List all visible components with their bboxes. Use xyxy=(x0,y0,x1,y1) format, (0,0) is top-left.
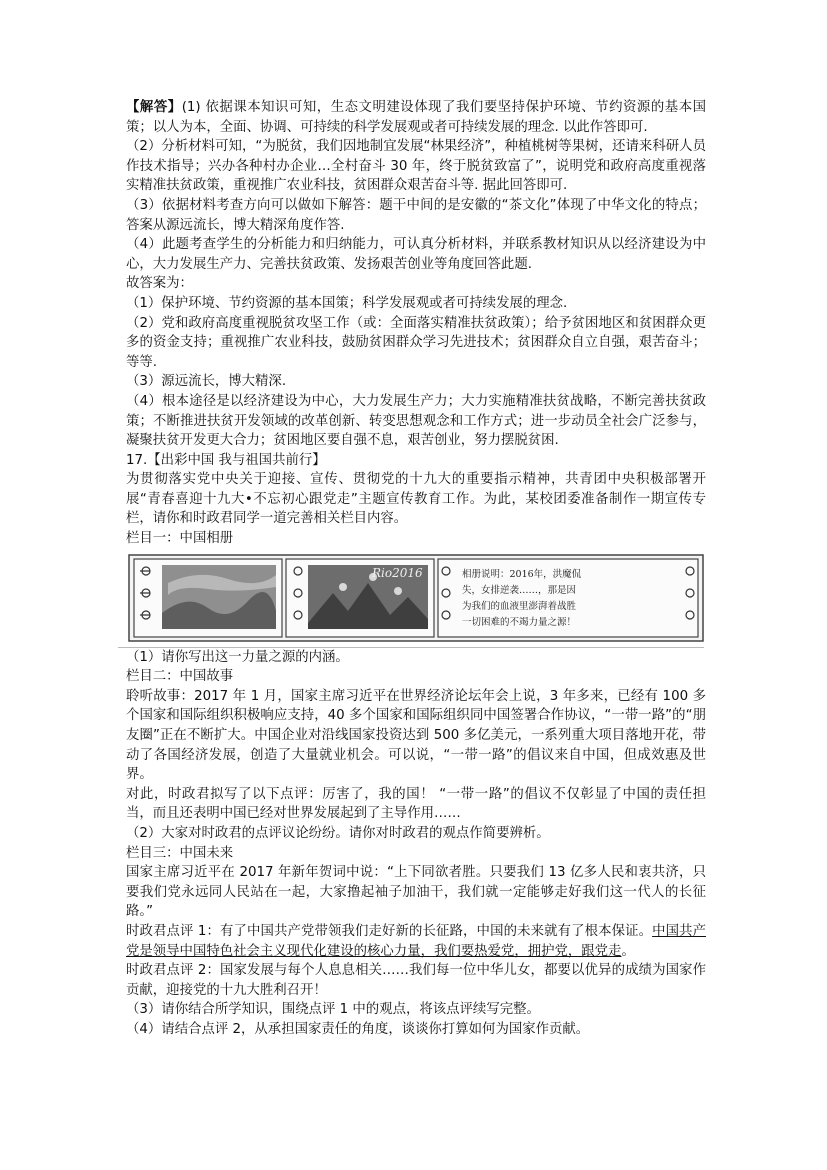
answer-paragraph-1: 【解答】(1) 依据课本知识可知，生态文明建设体现了我们要坚持保护环境、节约资源的基本国策；以人为本，全面、协调、可持续的科学发展观或者可持续发展的理念. 以此作答即可. xyxy=(126,100,706,135)
answer-label: 【解答】 xyxy=(126,100,182,115)
review-2: 时政君点评 2：国家发展与每个人息息相关……我们每一位中华儿女，都要以优异的成绩为国家作贡献，迎接党的十九大胜利召开！ xyxy=(126,963,706,998)
final-answer-3: （3）源远流长，博大精深. xyxy=(126,374,287,390)
answer-paragraph-4: （4）此题考查学生的分析能力和归纳能力，可认真分析材料，并联系教材知识从以经济建设为中心，大力发展生产力、完善扶贫政策、发扬艰苦创业等角度回答此题. xyxy=(126,237,706,272)
question-4: （4）请结合点评 2，从承担国家责任的角度，谈谈你打算如何为国家作贡献。 xyxy=(126,1021,590,1037)
final-answer-4: （4）根本途径是以经济建设为中心，大力发展生产力；大力实施精准扶贫战略，不断完善扶贫政策；不断推进扶贫开发领域的改革创新、转变思想观念和工作方式；进一步动员全社会广泛参与，凝聚扶贫开发更大合力；贫困地区要自强不息，艰苦创业，努力摆脱贫困. xyxy=(126,393,706,449)
comment-paragraph: 对此，时政君拟写了以下点评：厉害了，我的国！ “一带一路”的倡议不仅彰显了中国的责任担当，而且还表明中国已经对世界发展起到了主导作用…… xyxy=(126,786,706,822)
question-3: （3）请你结合所学知识，围绕点评 1 中的观点，将该点评续写完整。 xyxy=(126,1002,540,1018)
review-1: 时政君点评 1：有了中国共产党带领我们走好新的长征路，中国的未来就有了根本保证。中国共产党是领导中国特色社会主义现代化建设的核心力量，我们要热爱党，拥护党，跟党走。 xyxy=(126,923,706,959)
column-2-title: 栏目二：中国故事 xyxy=(126,669,234,685)
final-answer-1: （1）保护环境、节约资源的基本国策；科学发展观或者可持续发展的理念. xyxy=(126,295,568,311)
answer-paragraph-3: （3）依据材料考查方向可以做如下解答：题干中间的是安徽的“茶文化”体现了中华文化的特点；答案从源远流长，博大精深角度作答. xyxy=(126,197,706,233)
question-2: （2）大家对时政君的点评议论纷纷。请你对时政君的观点作简要辨析。 xyxy=(126,826,550,841)
album-caption-line-1: 相册说明：2016年，洪魔侃 xyxy=(462,568,582,580)
question-17-title: 17.【出彩中国 我与祖国共前行】 xyxy=(126,452,326,468)
column-3-title: 栏目三：中国未来 xyxy=(126,845,234,861)
question-17-intro: 为贯彻落实党中央关于迎接、宣传、贯彻党的十九大的重要指示精神，共青团中央积极部署开展“青春喜迎十九大•不忘初心跟党走”主题宣传教育工作。为此，某校团委准备制作一期宣传专栏，请你和时政君同学一道完善相关栏目内容。 xyxy=(126,472,706,527)
album-strip-image xyxy=(128,553,704,645)
album-caption-line-2: 失，女排逆袭……，那是因 xyxy=(462,584,577,596)
review-1-answer: 中国共产党是领导中国特色社会主义现代化建设的核心力量，我们要热爱党，拥护党，跟党走 xyxy=(126,923,706,959)
album-caption-line-3: 为我们的血液里澎湃着战胜 xyxy=(462,600,577,612)
story-paragraph: 聆听故事：2017 年 1 月，国家主席习近平在世界经济论坛年会上说，3 年多来，已经有 100 多个国家和国际组织积极响应支持，40 多个国家和国际组织同中国签署合作协议，“一带一路”的“朋友圈”正在不断扩大。中国企业对沿线国家投资达到 500 多亿美元，一系列重大项目落地开花，带动了各国经济发展，创造了大量就业机会。可以说，“一带一路”的倡议来自中国，但成效惠及世界。 xyxy=(126,688,706,783)
future-paragraph: 国家主席习近平在 2017 年新年贺词中说：“上下同欲者胜。只要我们 13 亿多人民和衷共济，只要我们党永远同人民站在一起，大家撸起袖子加油干，我们就一定能够走好我们这一代人的长征路。” xyxy=(126,865,706,920)
question-1: （1）请你写出这一力量之源的内涵。 xyxy=(126,649,349,665)
album-caption-line-4: 一切困难的不竭力量之源！ xyxy=(462,616,577,628)
answer-paragraph-2: （2）分析材料可知，“为脱贫，我们因地制宜发展“林果经济”，种植桃树等果树，还请来科研人员作技术指导；兴办各种村办企业…全村奋斗 30 年，终于脱贫致富了”，说明党和政府高度重视落实精准扶贫政策，重视推广农业科技，贫困群众艰苦奋斗等. 据此回答即可. xyxy=(126,139,706,194)
final-answer-2: （2）党和政府高度重视脱贫攻坚工作（或：全面落实精准扶贫政策）；给予贫困地区和贫困群众更多的资金支持；重视推广农业科技，鼓励贫困群众学习先进技术；贫困群众自立自强，艰苦奋斗；等等. xyxy=(126,315,706,370)
answer-conclusion: 故答案为： xyxy=(126,276,193,292)
rio-logo-text: Rio2016 xyxy=(372,565,423,580)
document-page xyxy=(126,98,706,1040)
china-photo-album xyxy=(128,553,704,645)
column-1-title: 栏目一：中国相册 xyxy=(126,531,234,547)
